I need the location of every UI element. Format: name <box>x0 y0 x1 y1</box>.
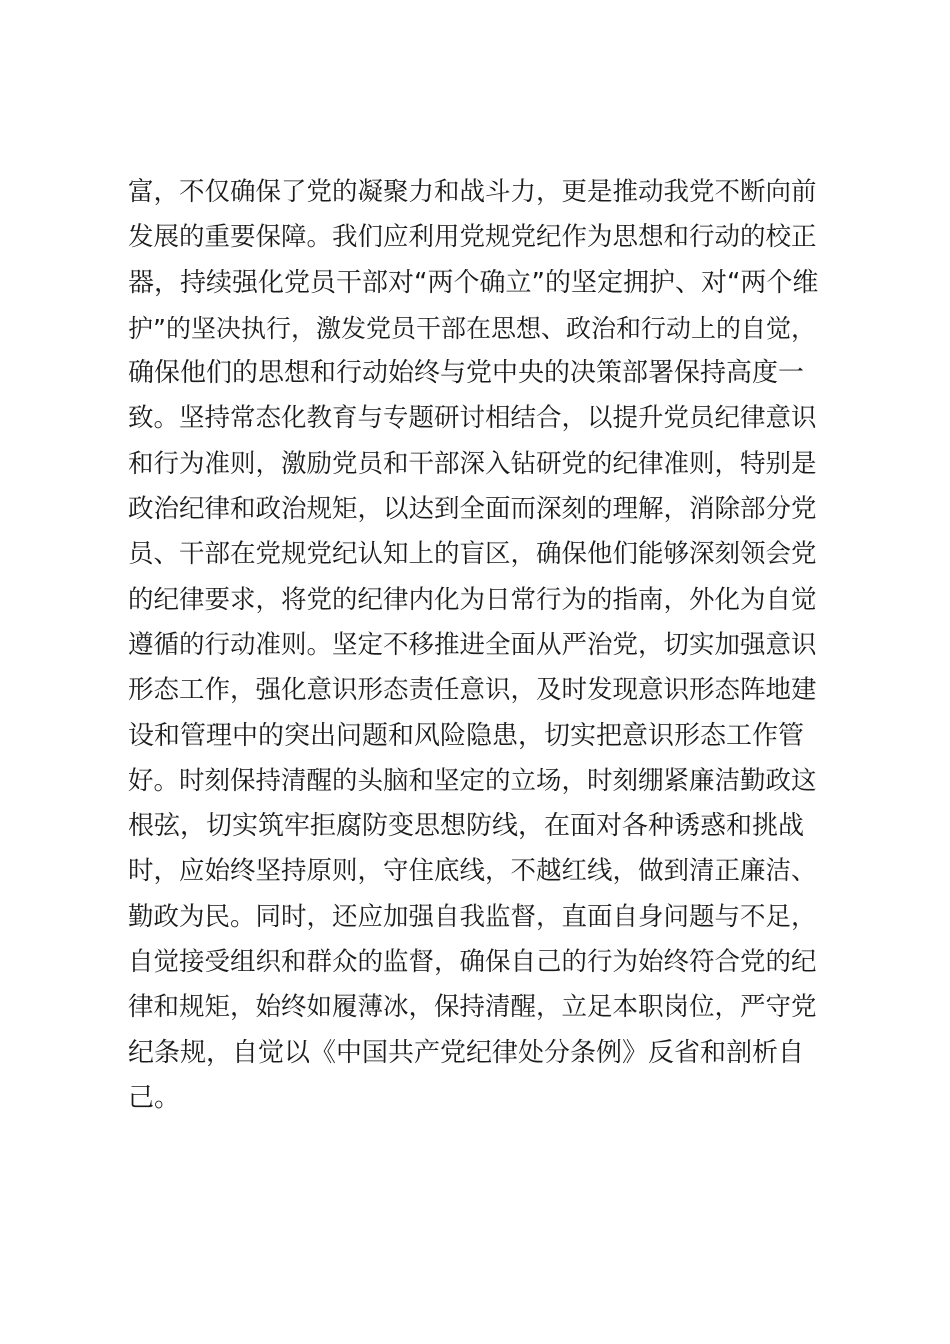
text-line: 时，应始终坚持原则，守住底线，不越红线，做到清正廉洁、 <box>128 856 817 887</box>
text-line: 好。时刻保持清醒的头脑和坚定的立场，时刻绷紧廉洁勤政这 <box>128 765 817 796</box>
text-line: 确保他们的思想和行动始终与党中央的决策部署保持高度一 <box>128 358 805 389</box>
text-line: 律和规矩，始终如履薄冰，保持清醒，立足本职岗位，严守党 <box>128 992 817 1023</box>
text-line: 致。坚持常态化教育与专题研讨相结合，以提升党员纪律意识 <box>128 403 817 434</box>
text-line: 器，持续强化党员干部对“两个确立”的坚定拥护、对“两个维 <box>128 267 819 298</box>
text-line: 己。 <box>128 1082 181 1113</box>
text-line: 的纪律要求，将党的纪律内化为日常行为的指南，外化为自觉 <box>128 584 817 615</box>
body-paragraph <box>128 170 828 1121</box>
text-line: 遵循的行动准则。坚定不移推进全面从严治党，切实加强意识 <box>128 629 817 660</box>
text-line: 富，不仅确保了党的凝聚力和战斗力，更是推动我党不断向前 <box>128 177 817 207</box>
text-line: 形态工作，强化意识形态责任意识，及时发现意识形态阵地建 <box>128 675 817 706</box>
text-line: 勤政为民。同时，还应加强自我监督，直面自身问题与不足， <box>128 901 817 932</box>
text-line: 设和管理中的突出问题和风险隐患，切实把意识形态工作管 <box>128 720 805 751</box>
text-line: 和行为准则，激励党员和干部深入钻研党的纪律准则，特别是 <box>128 448 817 479</box>
text-line: 护”的坚决执行，激发党员干部在思想、政治和行动上的自觉， <box>128 313 816 343</box>
text-line: 根弦，切实筑牢拒腐防变思想防线，在面对各种诱惑和挑战 <box>128 811 805 842</box>
text-line: 纪条规，自觉以《中国共产党纪律处分条例》反省和剖析自 <box>128 1037 805 1068</box>
text-line: 政治纪律和政治规矩，以达到全面而深刻的理解，消除部分党 <box>128 494 817 525</box>
text-line: 员、干部在党规党纪认知上的盲区，确保他们能够深刻领会党 <box>128 539 817 570</box>
text-line: 发展的重要保障。我们应利用党规党纪作为思想和行动的校正 <box>128 222 817 253</box>
text-line: 自觉接受组织和群众的监督，确保自己的行为始终符合党的纪 <box>128 947 817 978</box>
